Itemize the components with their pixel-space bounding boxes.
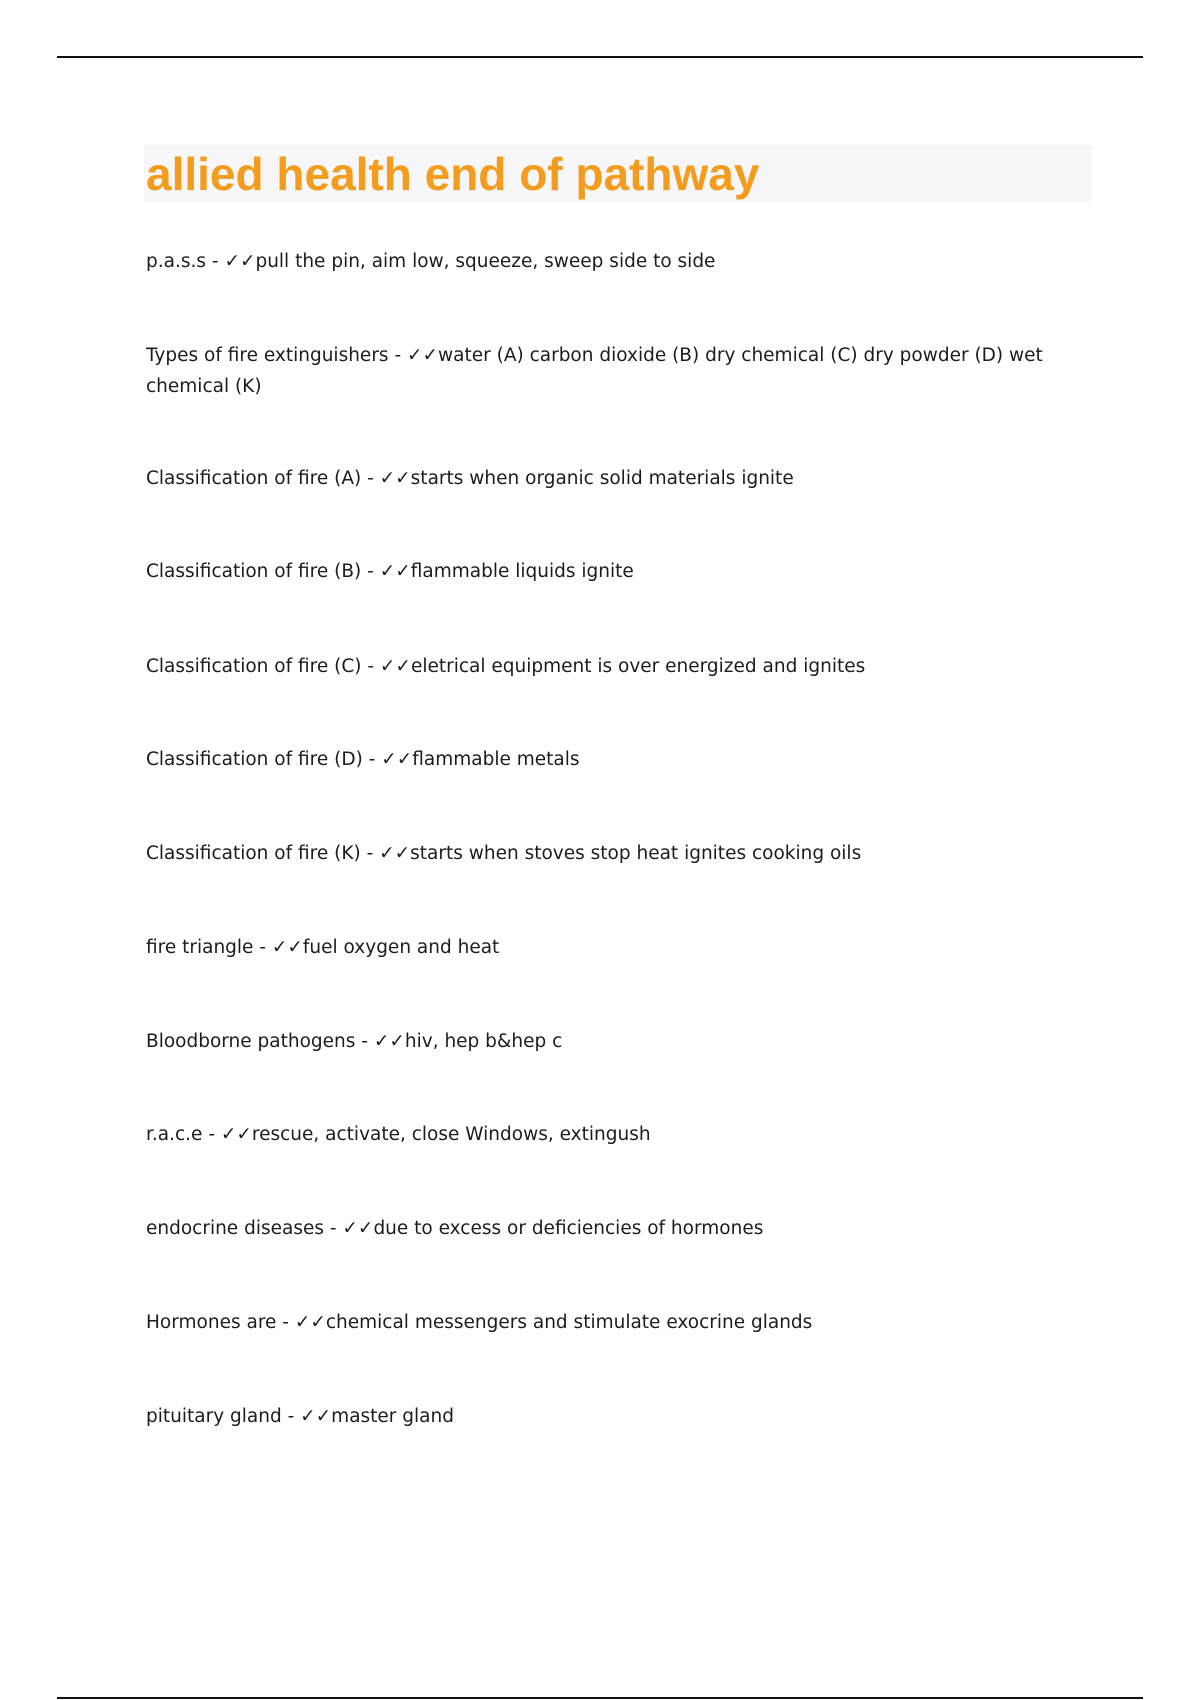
flashcard-item <box>146 1213 763 1244</box>
flashcard-term: pituitary gland <box>146 1406 282 1427</box>
flashcard-term: fire triangle <box>146 937 254 958</box>
double-check-icon: ✓✓ <box>373 1031 405 1052</box>
flashcard-item <box>146 932 499 963</box>
flashcard-answer: pull the pin, aim low, squeeze, sweep side to side <box>255 251 716 272</box>
flashcard-term: r.a.c.e <box>146 1124 203 1145</box>
flashcard-item <box>146 1026 562 1057</box>
flashcard-term: Classification of fire (K) <box>146 843 361 864</box>
flashcard-item <box>146 463 794 494</box>
separator: - <box>253 937 272 958</box>
double-check-icon: ✓✓ <box>379 656 411 677</box>
separator: - <box>355 1031 374 1052</box>
separator: - <box>202 1124 221 1145</box>
double-check-icon: ✓✓ <box>294 1312 326 1333</box>
flashcard-answer: flammable metals <box>412 749 580 770</box>
flashcard-item <box>146 340 1046 402</box>
separator: - <box>361 468 380 489</box>
flashcard-answer: starts when organic solid materials ignite <box>410 468 794 489</box>
separator: - <box>362 749 382 770</box>
flashcard-answer: rescue, activate, close Windows, extingush <box>251 1124 651 1145</box>
double-check-icon: ✓✓ <box>220 1124 252 1145</box>
double-check-icon: ✓✓ <box>300 1406 332 1427</box>
double-check-icon: ✓✓ <box>342 1218 374 1239</box>
separator: - <box>206 251 225 272</box>
flashcard-answer: flammable liquids ignite <box>410 561 634 582</box>
flashcard-term: Bloodborne pathogens <box>146 1031 356 1052</box>
top-rule <box>57 56 1143 58</box>
flashcard-item <box>146 556 634 587</box>
document-title: allied health end of pathway <box>146 148 760 200</box>
double-check-icon: ✓✓ <box>271 937 303 958</box>
double-check-icon: ✓✓ <box>379 561 411 582</box>
double-check-icon: ✓✓ <box>379 468 411 489</box>
separator: - <box>361 561 380 582</box>
flashcard-term: endocrine diseases <box>146 1218 324 1239</box>
double-check-icon: ✓✓ <box>224 251 256 272</box>
separator: - <box>388 345 407 366</box>
flashcard-item <box>146 838 861 869</box>
flashcard-term: Classification of fire (A) <box>146 468 362 489</box>
flashcard-answer: fuel oxygen and heat <box>302 937 500 958</box>
flashcard-answer: eletrical equipment is over energized and ignites <box>410 656 866 677</box>
flashcard-item <box>146 744 580 775</box>
separator: - <box>361 656 380 677</box>
flashcard-term: Classification of fire (B) <box>146 561 362 582</box>
flashcard-term: Hormones are <box>146 1312 277 1333</box>
bottom-rule <box>57 1697 1143 1699</box>
flashcard-answer: starts when stoves stop heat ignites cooking oils <box>410 843 862 864</box>
separator: - <box>360 843 380 864</box>
separator: - <box>276 1312 295 1333</box>
flashcard-answer: due to excess or deficiencies of hormones <box>373 1218 764 1239</box>
flashcard-item <box>146 1307 812 1338</box>
double-check-icon: ✓✓ <box>407 345 439 366</box>
flashcard-item <box>146 651 865 682</box>
flashcard-term: Types of fire extinguishers <box>146 345 389 366</box>
flashcard-term: Classification of fire (D) <box>146 749 363 770</box>
separator: - <box>281 1406 301 1427</box>
flashcard-answer: water (A) carbon dioxide (B) dry chemical (C) dry powder (D) wet chemical (K) <box>146 345 1043 397</box>
flashcard-answer: chemical messengers and stimulate exocrine glands <box>325 1312 813 1333</box>
flashcard-answer: hiv, hep b&hep c <box>404 1031 563 1052</box>
flashcard-item <box>146 1401 454 1432</box>
double-check-icon: ✓✓ <box>379 843 411 864</box>
separator: - <box>323 1218 343 1239</box>
flashcard-term: p.a.s.s <box>146 251 206 272</box>
flashcard-answer: master gland <box>331 1406 454 1427</box>
flashcard-term: Classification of fire (C) <box>146 656 362 677</box>
flashcard-item <box>146 1119 651 1150</box>
double-check-icon: ✓✓ <box>381 749 413 770</box>
flashcard-item <box>146 246 715 277</box>
